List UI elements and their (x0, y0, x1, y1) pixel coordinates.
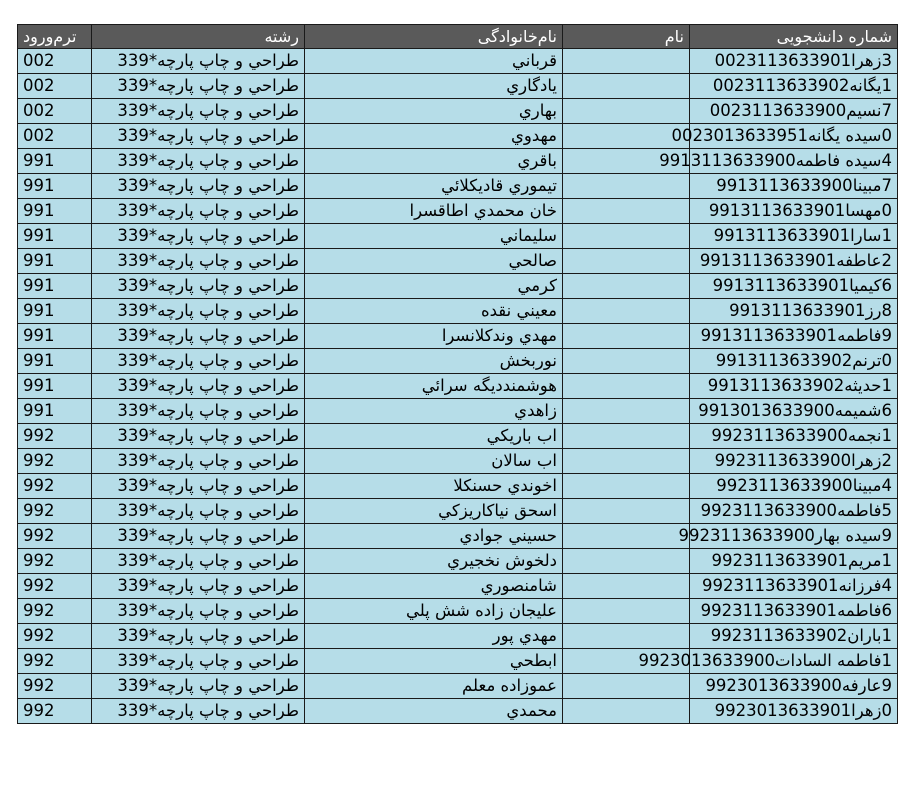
cell-term[interactable]: 991 (18, 299, 92, 324)
header-name[interactable]: نام (563, 25, 690, 49)
cell-id[interactable] (678, 524, 898, 549)
cell-student-number: 0023113633902 (712, 76, 850, 95)
cell-term[interactable]: 992 (18, 449, 92, 474)
cell-name[interactable] (563, 474, 690, 499)
cell-id[interactable] (690, 549, 898, 574)
cell-id[interactable] (690, 399, 898, 424)
cell-student-number: 9923013633901 (714, 701, 852, 720)
table-row (18, 299, 898, 324)
table-row (18, 199, 898, 224)
cell-family[interactable]: قرباني (305, 49, 563, 74)
cell-id[interactable] (690, 374, 898, 399)
cell-field[interactable]: طراحي و چاپ پارچه*339 (92, 524, 305, 549)
table-row (18, 274, 898, 299)
cell-field[interactable]: طراحي و چاپ پارچه*339 (92, 699, 305, 724)
cell-student-number: 9923113633901 (711, 551, 848, 570)
table-row (18, 324, 898, 349)
cell-field[interactable]: طراحي و چاپ پارچه*339 (92, 249, 305, 274)
table-row (18, 74, 898, 99)
cell-first-name: 1باران (847, 626, 892, 645)
cell-family[interactable]: نوربخش (305, 349, 563, 374)
cell-field[interactable]: طراحي و چاپ پارچه*339 (92, 74, 305, 99)
header-field[interactable]: رشته (92, 25, 305, 49)
cell-name[interactable] (563, 399, 690, 424)
cell-name[interactable] (563, 174, 690, 199)
cell-name[interactable] (563, 324, 690, 349)
cell-name[interactable] (563, 599, 690, 624)
cell-first-name: 1مريم (847, 551, 892, 570)
cell-family[interactable]: صالحي (305, 249, 563, 274)
cell-first-name: 4سيده فاطمه (795, 151, 892, 170)
cell-student-number: 9913113633901 (700, 326, 838, 345)
table-row (18, 424, 898, 449)
cell-id[interactable] (690, 299, 898, 324)
cell-name[interactable] (563, 49, 690, 74)
cell-id[interactable] (690, 449, 898, 474)
cell-first-name: 1فاطمه السادات (774, 651, 892, 670)
cell-student-number: 9913113633900 (659, 151, 796, 170)
cell-name[interactable] (563, 624, 690, 649)
cell-name[interactable] (563, 549, 690, 574)
cell-family[interactable]: مهدي وندكلانسرا (305, 324, 563, 349)
cell-id[interactable] (690, 624, 898, 649)
cell-term[interactable]: 992 (18, 699, 92, 724)
cell-first-name: 3زهرا (851, 51, 892, 70)
cell-term[interactable]: 991 (18, 224, 92, 249)
table-row (18, 224, 898, 249)
cell-id[interactable] (690, 49, 898, 74)
cell-student-number: 9913113633902 (707, 376, 845, 395)
cell-field[interactable]: طراحي و چاپ پارچه*339 (92, 199, 305, 224)
cell-family[interactable]: باقري (305, 149, 563, 174)
cell-name[interactable] (563, 574, 690, 599)
table-row (18, 449, 898, 474)
cell-field[interactable]: طراحي و چاپ پارچه*339 (92, 674, 305, 699)
cell-term[interactable]: 991 (18, 399, 92, 424)
cell-id[interactable] (690, 349, 898, 374)
cell-name[interactable] (563, 299, 690, 324)
cell-first-name: 5فاطمه (837, 501, 892, 520)
table-row (18, 699, 898, 724)
student-table (17, 24, 898, 724)
cell-student-number: 0023113633901 (714, 51, 852, 70)
cell-field[interactable]: طراحي و چاپ پارچه*339 (92, 449, 305, 474)
cell-id[interactable] (690, 599, 898, 624)
cell-id[interactable] (659, 149, 898, 174)
cell-first-name: 4مبينا (852, 476, 892, 495)
table-row (18, 349, 898, 374)
cell-name[interactable] (563, 374, 690, 399)
cell-name[interactable] (563, 124, 690, 149)
cell-first-name: 2زهرا (851, 451, 892, 470)
cell-family[interactable]: اخوندي حسنكلا (305, 474, 563, 499)
cell-first-name: 7مبينا (852, 176, 892, 195)
cell-student-number: 9913113633901 (699, 251, 837, 270)
cell-first-name: 1سارا (850, 226, 892, 245)
cell-first-name: 0سيده يگانه (807, 126, 892, 145)
cell-name[interactable] (563, 524, 690, 549)
cell-id[interactable] (690, 674, 898, 699)
cell-field[interactable]: طراحي و چاپ پارچه*339 (92, 124, 305, 149)
cell-term[interactable]: 992 (18, 499, 92, 524)
cell-term[interactable]: 992 (18, 574, 92, 599)
cell-first-name: 1حديثه (844, 376, 892, 395)
table-row (18, 549, 898, 574)
cell-family[interactable]: محمدي (305, 699, 563, 724)
cell-term[interactable]: 002 (18, 99, 92, 124)
cell-student-number: 9923113633900 (716, 476, 853, 495)
table-row (18, 624, 898, 649)
cell-student-number: 9923113633902 (710, 626, 848, 645)
cell-field[interactable]: طراحي و چاپ پارچه*339 (92, 99, 305, 124)
cell-id[interactable] (690, 224, 898, 249)
cell-first-name: 0مهسا (845, 201, 892, 220)
cell-id[interactable] (690, 324, 898, 349)
cell-field[interactable]: طراحي و چاپ پارچه*339 (92, 149, 305, 174)
cell-id[interactable] (638, 649, 898, 674)
cell-name[interactable] (563, 499, 690, 524)
cell-field[interactable]: طراحي و چاپ پارچه*339 (92, 599, 305, 624)
cell-id[interactable] (690, 199, 898, 224)
table-row (18, 149, 898, 174)
cell-field[interactable]: طراحي و چاپ پارچه*339 (92, 399, 305, 424)
cell-first-name: 7نسيم (846, 101, 892, 120)
table-row (18, 124, 898, 149)
cell-family[interactable]: مهدوي (305, 124, 563, 149)
cell-field[interactable]: طراحي و چاپ پارچه*339 (92, 474, 305, 499)
cell-family[interactable]: مهدي پور (305, 624, 563, 649)
cell-family[interactable]: خان محمدي اطاقسرا (305, 199, 563, 224)
cell-term[interactable]: 992 (18, 524, 92, 549)
cell-family[interactable]: دلخوش نخجيري (305, 549, 563, 574)
table-row (18, 399, 898, 424)
cell-first-name: 2عاطفه (836, 251, 892, 270)
cell-term[interactable]: 002 (18, 49, 92, 74)
cell-family[interactable]: هوشمندديگه سرائي (305, 374, 563, 399)
cell-student-number: 9913013633900 (698, 401, 835, 420)
cell-name[interactable] (563, 74, 690, 99)
cell-field[interactable]: طراحي و چاپ پارچه*339 (92, 224, 305, 249)
table-row (18, 599, 898, 624)
cell-field[interactable]: طراحي و چاپ پارچه*339 (92, 349, 305, 374)
cell-family[interactable]: ابطحي (305, 649, 563, 674)
cell-student-number: 9913113633901 (708, 201, 846, 220)
cell-family[interactable]: عموزاده معلم (305, 674, 563, 699)
cell-first-name: 9سيده بهار (814, 526, 892, 545)
cell-first-name: 9عارفه (841, 676, 892, 695)
cell-student-number: 9913113633902 (715, 351, 853, 370)
cell-family[interactable]: اب سالان (305, 449, 563, 474)
cell-first-name: 1يگانه (849, 76, 892, 95)
cell-family[interactable]: اسحق نياكاريزكي (305, 499, 563, 524)
cell-term[interactable]: 991 (18, 324, 92, 349)
cell-field[interactable]: طراحي و چاپ پارچه*339 (92, 299, 305, 324)
table-row (18, 574, 898, 599)
cell-id[interactable] (690, 99, 898, 124)
cell-first-name: 4فرزانه (838, 576, 892, 595)
cell-family[interactable]: شامنصوري (305, 574, 563, 599)
cell-id[interactable] (671, 124, 898, 149)
cell-family[interactable]: سليماني (305, 224, 563, 249)
cell-student-number: 0023113633900 (709, 101, 847, 120)
cell-name[interactable] (563, 249, 690, 274)
cell-family[interactable]: بهاري (305, 99, 563, 124)
cell-term[interactable]: 991 (18, 199, 92, 224)
cell-first-name: 6شميمه (834, 401, 892, 420)
cell-field[interactable]: طراحي و چاپ پارچه*339 (92, 324, 305, 349)
cell-student-number: 9923113633900 (678, 526, 815, 545)
cell-family[interactable]: معيني نقده (305, 299, 563, 324)
cell-field[interactable]: طراحي و چاپ پارچه*339 (92, 549, 305, 574)
header-family[interactable]: نام‌خانوادگی (305, 25, 563, 49)
cell-term[interactable]: 992 (18, 674, 92, 699)
cell-term[interactable]: 992 (18, 649, 92, 674)
table-row (18, 524, 898, 549)
cell-term[interactable]: 991 (18, 149, 92, 174)
cell-student-number: 9913113633901 (712, 276, 850, 295)
cell-name[interactable] (563, 699, 690, 724)
cell-student-number: 9923113633900 (700, 501, 838, 520)
cell-first-name: 6فاطمه (837, 601, 892, 620)
cell-family[interactable]: كرمي (305, 274, 563, 299)
cell-first-name: 0زهرا (851, 701, 892, 720)
cell-id[interactable] (690, 499, 898, 524)
cell-student-number: 9923113633900 (714, 451, 852, 470)
cell-name[interactable] (563, 349, 690, 374)
table-row (18, 499, 898, 524)
cell-student-number: 9913113633901 (729, 301, 866, 320)
cell-id[interactable] (690, 574, 898, 599)
cell-family[interactable]: عليجان زاده شش پلي (305, 599, 563, 624)
cell-first-name: 8رز (865, 301, 892, 320)
cell-term[interactable]: 002 (18, 124, 92, 149)
cell-name[interactable] (563, 674, 690, 699)
header-row (18, 25, 898, 49)
cell-student-number: 9923113633901 (702, 576, 839, 595)
cell-field[interactable]: طراحي و چاپ پارچه*339 (92, 274, 305, 299)
cell-student-number: 9923113633900 (711, 426, 848, 445)
cell-name[interactable] (563, 99, 690, 124)
cell-field[interactable]: طراحي و چاپ پارچه*339 (92, 499, 305, 524)
cell-id[interactable] (690, 474, 898, 499)
cell-name[interactable] (563, 274, 690, 299)
cell-term[interactable]: 991 (18, 374, 92, 399)
cell-term[interactable]: 991 (18, 249, 92, 274)
cell-name[interactable] (563, 449, 690, 474)
table-body (18, 49, 898, 724)
table-row (18, 674, 898, 699)
cell-field[interactable]: طراحي و چاپ پارچه*339 (92, 624, 305, 649)
cell-first-name: 0ترنم (852, 351, 892, 370)
table-row (18, 649, 898, 674)
cell-family[interactable]: زاهدي (305, 399, 563, 424)
cell-name[interactable] (563, 224, 690, 249)
cell-first-name: 9فاطمه (837, 326, 892, 345)
table-row (18, 374, 898, 399)
table-row (18, 249, 898, 274)
header-term[interactable]: ترم‌ورود (18, 25, 92, 49)
cell-id[interactable] (690, 74, 898, 99)
header-id[interactable]: شماره دانشجویی (690, 25, 898, 49)
cell-id[interactable] (690, 274, 898, 299)
cell-term[interactable]: 992 (18, 474, 92, 499)
cell-id[interactable] (690, 249, 898, 274)
cell-family[interactable]: حسيني جوادي (305, 524, 563, 549)
cell-family[interactable]: تيموري قاديكلائي (305, 174, 563, 199)
cell-term[interactable]: 992 (18, 599, 92, 624)
table-row (18, 49, 898, 74)
cell-student-number: 9923013633900 (705, 676, 842, 695)
cell-field[interactable]: طراحي و چاپ پارچه*339 (92, 424, 305, 449)
cell-term[interactable]: 991 (18, 274, 92, 299)
cell-first-name: 1نجمه (847, 426, 892, 445)
cell-field[interactable]: طراحي و چاپ پارچه*339 (92, 49, 305, 74)
cell-term[interactable]: 991 (18, 174, 92, 199)
cell-field[interactable]: طراحي و چاپ پارچه*339 (92, 374, 305, 399)
cell-term[interactable]: 002 (18, 74, 92, 99)
cell-student-number: 9923013633900 (638, 651, 775, 670)
cell-student-number: 9913113633900 (716, 176, 853, 195)
cell-field[interactable]: طراحي و چاپ پارچه*339 (92, 574, 305, 599)
cell-name[interactable] (563, 199, 690, 224)
cell-name[interactable] (563, 424, 690, 449)
cell-term[interactable]: 991 (18, 349, 92, 374)
table-row (18, 99, 898, 124)
cell-first-name: 6كيميا (849, 276, 892, 295)
cell-field[interactable]: طراحي و چاپ پارچه*339 (92, 649, 305, 674)
cell-id[interactable] (690, 174, 898, 199)
cell-term[interactable]: 992 (18, 424, 92, 449)
cell-student-number: 9913113633901 (713, 226, 851, 245)
cell-field[interactable]: طراحي و چاپ پارچه*339 (92, 174, 305, 199)
cell-student-number: 0023013633951 (671, 126, 808, 145)
cell-id[interactable] (690, 699, 898, 724)
table-row (18, 474, 898, 499)
cell-family[interactable]: يادگاري (305, 74, 563, 99)
cell-student-number: 9923113633901 (700, 601, 838, 620)
table-row (18, 174, 898, 199)
cell-term[interactable]: 992 (18, 624, 92, 649)
cell-term[interactable]: 992 (18, 549, 92, 574)
cell-family[interactable]: اب باريكي (305, 424, 563, 449)
cell-id[interactable] (690, 424, 898, 449)
